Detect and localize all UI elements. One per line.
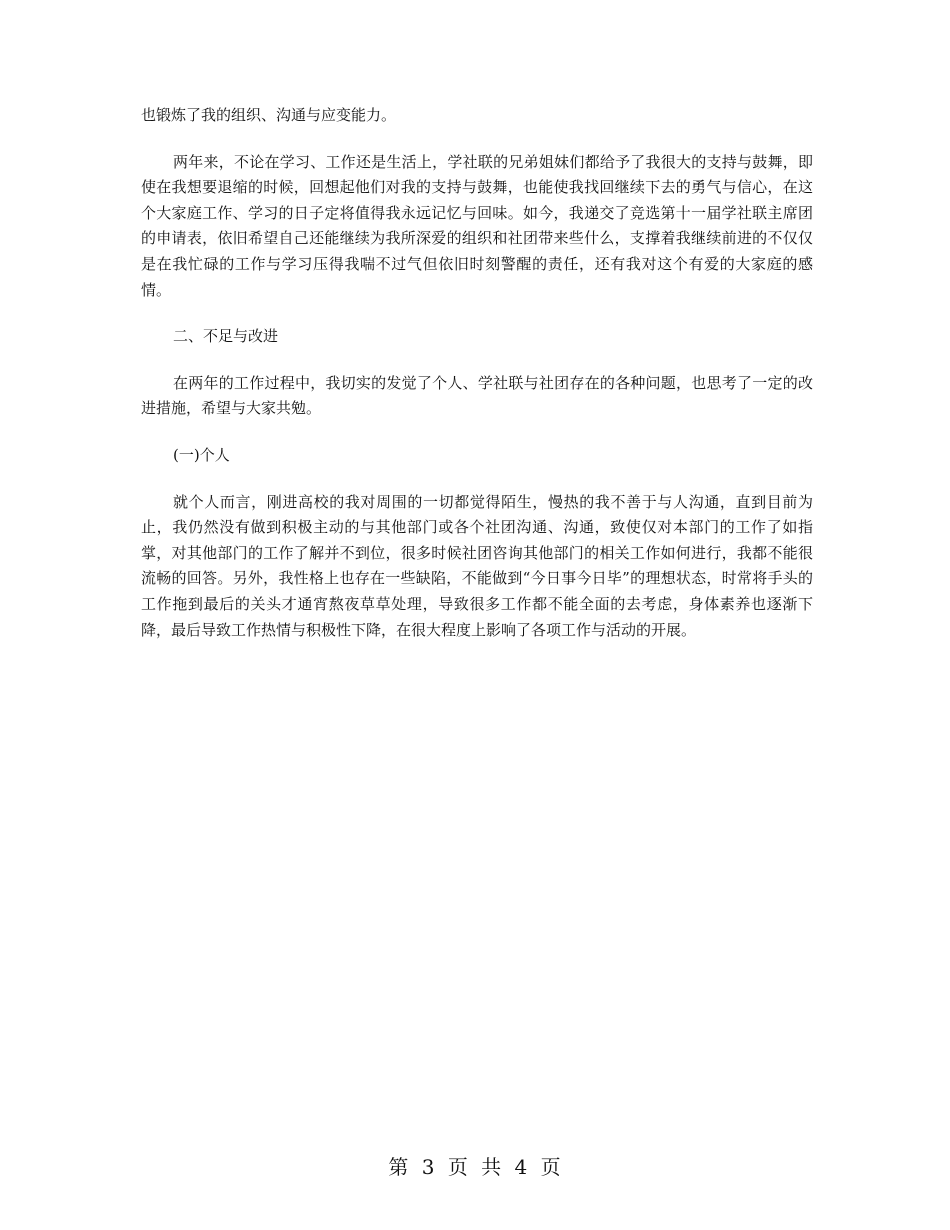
paragraph-continuation: 也锻炼了我的组织、沟通与应变能力。 (141, 106, 397, 124)
paragraph-intro: 在两年的工作过程中，我切实的发觉了个人、学社联与社团存在的各种问题，也思考了一定的改进措施，希望与大家共勉。 (141, 373, 813, 418)
paragraph-personal: 就个人而言，刚进高校的我对周围的一切都觉得陌生，慢热的我不善于与人沟通，直到目前为止，我仍然没有做到积极主动的与其他部门或各个社团沟通、沟通，致使仅对本部门的工作了如指掌，对其他部门的工作了解并不到位，很多时候社团咨询其他部门的相关工作如何进行，我都不能很流畅的回答。另外，我性格上也存在一些缺陷，不能做到“今日事今日毕”的理想状态，时常将手头的工作拖到最后的关头才通宵熬夜草草处理，导致很多工作都不能全面的去考虑，身体素养也逐渐下降，最后导致工作热情与积极性下降，在很大程度上影响了各项工作与活动的开展。 (141, 492, 813, 639)
page-footer: 第 3 页 共 4 页 (388, 1155, 562, 1179)
paragraph-two-years: 两年来，不论在学习、工作还是生活上，学社联的兄弟姐妹们都给予了我很大的支持与鼓舞，即使在我想要退缩的时候，回想起他们对我的支持与鼓舞，也能使我找回继续下去的勇气与信心，在这个大家庭工作、学习的日子定将值得我永远记忆与回味。如今，我递交了竞选第十一届学社联主席团的申请表，依旧希望自己还能继续为我所深爱的组织和社团带来些什么，支撑着我继续前进的不仅仅是在我忙碌的工作与学习压得我喘不过气但依旧时刻警醒的责任，还有我对这个有爱的大家庭的感情。 (141, 152, 813, 299)
subsection-heading: (一)个人 (173, 445, 230, 464)
document-body (141, 103, 813, 643)
section-heading: 二、不足与改进 (173, 327, 279, 346)
